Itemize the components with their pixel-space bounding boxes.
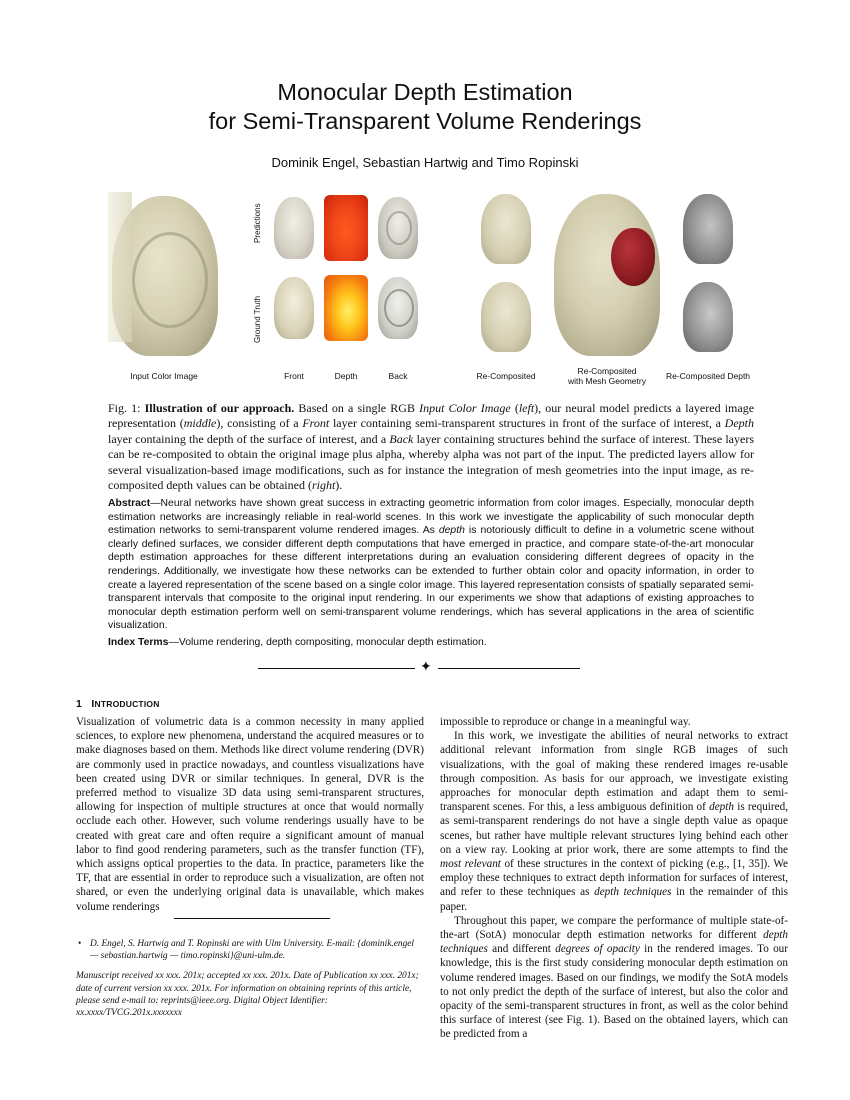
label-input-color-image: Input Color Image [130,371,198,381]
recomposited-prediction [478,190,534,268]
separator-rule-right [438,668,580,669]
label-front: Front [284,371,304,381]
row-label-ground-truth: Ground Truth [253,295,262,343]
footnote-affiliation: • D. Engel, S. Hartwig and T. Ropinski are with Ulm University. E-mail: {dominik.engel — sebastian.hartwig — timo.ropinski}@uni-ulm.de. [78,939,415,962]
title-line-1: Monocular Depth Estimation [277,79,573,105]
body-column-right [440,715,788,1042]
brain-mesh [611,228,655,286]
row-label-predictions: Predictions [253,203,262,243]
input-color-image [108,188,220,363]
recomposited-depth-prediction [680,190,736,268]
label-recomposited-depth: Re-Composited Depth [665,371,751,381]
ground-truth-front [270,273,318,343]
recomposited-depth-ground-truth [680,278,736,356]
label-recomposited: Re-Composited [476,371,536,381]
index-terms: Index Terms—Volume rendering, depth compositing, monocular depth estimation. [108,637,487,648]
paragraph: In this work, we investigate the abilities of neural networks to extract additional relevant information from single RGB images of such visualizations, with the goal of making these rendered images re-usable through composition. As basis for our approach, we investigate existing approaches for monocular depth estimation and adapt them to semi-transparent scenes. For this, a less ambiguous definition of depth is required, as semi-transparent renderings do not have a single depth value as opaque scenes, but rather have multiple relevant structures lying behind each other on a view ray. Looking at prior work, there are some attempts to find the most relevant of these structures in the context of picking (e.g., [1, 35]). We employ these techniques to extract depth information for surfaces of interest, and refer to these techniques as depth techniques in the remainder of this paper. [440,730,789,913]
prediction-back [374,193,422,263]
footnote-manuscript: Manuscript received xx xxx. 201x; accepted xx xxx. 201x. Date of Publication xx xxx. 201x; date of current version xx xxx. 201x. For information on obtaining reprints of this article, please send e-mail to: reprints@ieee.org. Digital Object Identifier: xx.xxxx/TVCG.201x.xxxxxxx [76,971,419,1019]
footnote-rule [174,918,330,919]
ground-truth-depth [322,273,370,343]
prediction-depth [322,193,370,263]
separator-diamond-icon: ✦ [420,660,432,675]
label-recomposited-mesh: Re-Composited with Mesh Geometry [568,366,646,386]
title-line-2: for Semi-Transparent Volume Renderings [208,108,642,134]
paragraph: Throughout this paper, we compare the performance of multiple state-of-the-art (SotA) monocular depth estimation networks for different depth techniques and different degrees of opacity in the rendered images. To our knowledge, this is the first study considering monocular depth estimation on volume rendered images. Based on our findings, we modify the SotA models to not only predict the depth of the surface of interest, but also the color and opacity of the semi-transparent structures in front, as well as the color behind this surface of interest (see Fig. 1). Based on the obtained layers, which can be predicted from a [440,914,788,1041]
label-back: Back [388,371,408,381]
ground-truth-back [374,273,422,343]
footnote [76,938,424,1019]
paragraph: impossible to reproduce or change in a meaningful way. [440,716,691,728]
recomposited-mesh-image [551,188,663,363]
body-column-left [76,715,424,914]
author-list: Dominik Engel, Sebastian Hartwig and Timo Ropinski [271,155,579,170]
separator-rule-left [258,668,415,669]
abstract: Abstract—Neural networks have shown great success in extracting geometric information from color images. Especially, monocular depth estimation networks are increasingly reliable in real-world scenes. In this work we investigate the applicability of such monocular depth estimation networks to semi-transparent volume rendered images. As depth is notoriously difficult to define in a volumetric scene without clearly defined surfaces, we consider different depth computations that have emerged in practice, and compare state-of-the-art monocular depth estimation approaches for these different interpretations during an evaluation considering different degrees of opacity in the renderings. Additionally, we investigate how these networks can be extended to further obtain color and opacity information, in order to create a layered representation of the scene based on a single color image. This layered representation consists of spatially separated semi-transparent intervals that composite to the original input rendering. In our experiments we show that adaptions of existing approaches to monocular depth estimation perform well on semi-transparent volume renderings, which has several applications in the area of scientific visualization. [108,498,754,632]
paragraph: Visualization of volumetric data is a common necessity in many applied sciences, to explore new phenomena, understand the acquired measures or to make diagnoses based on them. Methods like direct volume rendering (DVR) are commonly used in practice nowadays, and countless visualizations have been created using DVR or similar techniques. In general, DVR is the preferred method to visualize 3D data using semi-transparent structures, allowing for inspection of multiple structures at once that would normally occlude each other. However, such volume renderings usually have to be created with great care and often require a significant amount of manual labor to find good rendering parameters, such as the transfer function (TF), which assigns optical properties to the data. In practice, parameters like the TF, that are essential in order to reproduce such a visualization, are often not shared, or even the underlying original data is unavailable, which makes volume renderings [76,716,424,913]
figure-caption: Fig. 1: Illustration of our approach. Based on a single RGB Input Color Image (left), our neural model predicts a layered image representation (middle), consisting of a Front layer containing semi-transparent structures in front of the surface of interest, a Depth layer containing the depth of the surface of interest, and a Back layer containing structures behind the surface of interest. These layers can be re-composited to obtain the original image plus alpha, whereby alpha was not part of the input. The predicted layers allow for several visualization-based image modifications, such as for instance the integration of mesh geometries into the input image, as re-composited depth values can be obtained (right). [108,401,755,493]
section-heading-introduction: 1 INTRODUCTION [76,698,160,710]
figure-1 [0,0,850,390]
label-depth: Depth [334,371,358,381]
recomposited-ground-truth [478,278,534,356]
prediction-front [270,193,318,263]
